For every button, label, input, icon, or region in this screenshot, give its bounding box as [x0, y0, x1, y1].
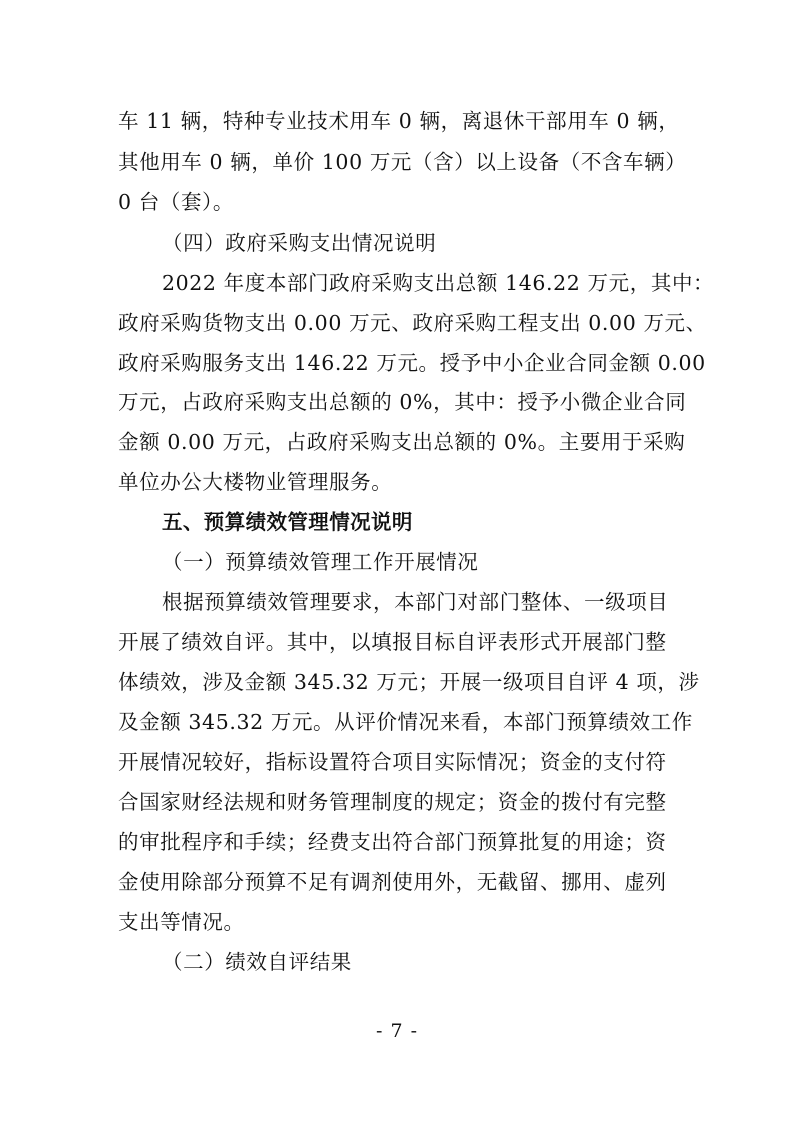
body-text-line: 单位办公大楼物业管理服务。: [118, 470, 393, 494]
body-text-line: 金使用除部分预算不足有调剂使用外，无截留、挪用、虚列: [118, 870, 667, 894]
section-heading: 五、预算绩效管理情况说明: [162, 510, 413, 534]
subsection-heading: （四）政府采购支出情况说明: [162, 231, 437, 255]
subsection-heading: （二）绩效自评结果: [162, 950, 352, 974]
body-text-line: 开展情况较好，指标设置符合项目实际情况；资金的支付符: [118, 750, 667, 774]
body-text-line: 金额 0.00 万元，占政府采购支出总额的 0%。主要用于采购: [118, 430, 686, 454]
body-text-line: 政府采购服务支出 146.22 万元。授予中小企业合同金额 0.00: [118, 351, 706, 375]
body-text-line: 体绩效，涉及金额 345.32 万元；开展一级项目自评 4 项，涉: [118, 670, 700, 694]
body-text-line: 合国家财经法规和财务管理制度的规定；资金的拨付有完整: [118, 790, 667, 814]
page-number: - 7 -: [375, 1020, 418, 1042]
body-text-line: 万元，占政府采购支出总额的 0%，其中：授予小微企业合同: [118, 390, 687, 414]
body-text-line: 政府采购货物支出 0.00 万元、政府采购工程支出 0.00 万元、: [118, 311, 707, 335]
body-text-line: 其他用车 0 辆，单价 100 万元（含）以上设备（不含车辆）: [118, 150, 687, 174]
body-text-line: 及金额 345.32 万元。从评价情况来看，本部门预算绩效工作: [118, 710, 693, 734]
body-text-line: 0 台（套）。: [118, 190, 235, 214]
body-text-line: 的审批程序和手续；经费支出符合部门预算批复的用途；资: [118, 830, 667, 854]
body-text-line: 车 11 辆，特种专业技术用车 0 辆，离退休干部用车 0 辆，: [118, 109, 680, 133]
paragraph-first-line: 2022 年度本部门政府采购支出总额 146.22 万元，其中：: [162, 271, 715, 295]
body-text-line: 开展了绩效自评。其中，以填报目标自评表形式开展部门整: [118, 630, 667, 654]
paragraph-first-line: 根据预算绩效管理要求，本部门对部门整体、一级项目: [162, 590, 669, 614]
body-text-line: 支出等情况。: [118, 910, 245, 934]
subsection-heading: （一）预算绩效管理工作开展情况: [162, 550, 479, 574]
